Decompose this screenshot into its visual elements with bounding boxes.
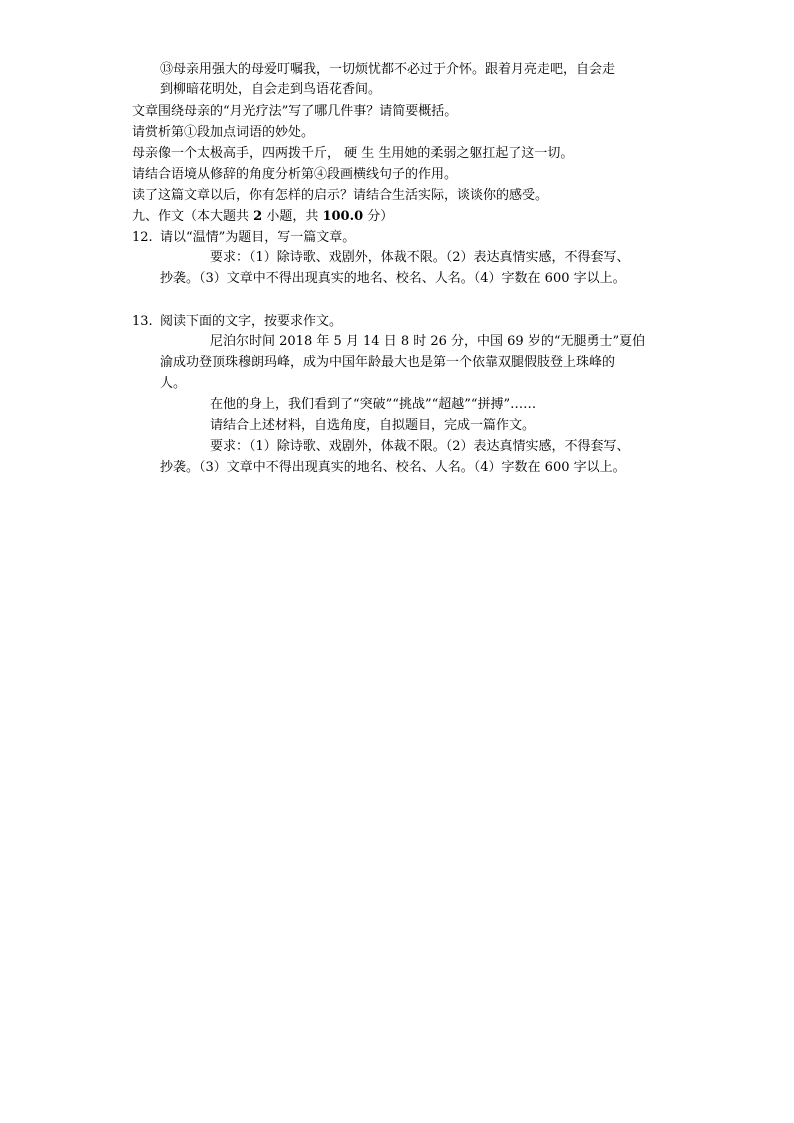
q12-requirement-line2: 抄袭。（3）文章中不得出现真实的地名、校名、人名。（4）字数在 600 字以上。	[160, 271, 626, 286]
question-5: 读了这篇文章以后，你有怎样的启示？请结合生活实际，谈谈你的感受。	[132, 188, 549, 203]
section-score: 100.0	[322, 209, 364, 224]
section-heading-prefix: 九、作文（本大题共	[132, 209, 254, 224]
q12-number: 12.	[132, 230, 153, 245]
section-heading-middle: 小题，共	[262, 209, 323, 224]
q13-material-line2: 渝成功登顶珠穆朗玛峰，成为中国年龄最大也是第一个依靠双腿假肢登上珠峰的	[160, 355, 616, 370]
question-1: 文章围绕母亲的“月光疗法”写了哪几件事？请简要概括。	[132, 104, 458, 119]
question-4: 请结合语境从修辞的角度分析第④段画横线句子的作用。	[132, 167, 458, 182]
q13-material-line3: 人。	[160, 376, 187, 391]
q13-requirement-line1: 要求：（1）除诗歌、戏剧外，体裁不限。（2）表达真情实感，不得套写、	[210, 439, 630, 454]
section-heading-suffix: 分）	[363, 209, 394, 224]
q13-number: 13.	[132, 314, 153, 329]
passage-para13-line2: 到柳暗花明处，自会走到鸟语花香间。	[160, 82, 382, 97]
section-heading	[132, 208, 393, 226]
q13-material-line4: 在他的身上，我们看到了“突破”“挑战”“超越”“拼搏”……	[210, 397, 537, 412]
q13-material-line1: 尼泊尔时间 2018 年 5 月 14 日 8 时 26 分，中国 69 岁的“无腿勇士”夏伯	[210, 334, 646, 349]
section-question-count: 2	[253, 209, 263, 224]
passage-para13-line1: ⑬母亲用强大的母爱叮嘱我，一切烦忧都不必过于介怀。跟着月亮走吧，自会走	[160, 62, 616, 77]
question-3: 母亲像一个太极高手，四两拨千斤， 硬 生 生用她的柔弱之躯扛起了这一切。	[132, 146, 574, 161]
question-2: 请赏析第①段加点词语的妙处。	[132, 125, 315, 140]
q12-requirement-line1: 要求：（1）除诗歌、戏剧外，体裁不限。（2）表达真情实感，不得套写、	[210, 250, 630, 265]
q13-prompt: 阅读下面的文字，按要求作文。	[160, 314, 343, 329]
q13-requirement-line2: 抄袭。（3）文章中不得出现真实的地名、校名、人名。（4）字数在 600 字以上。	[160, 460, 626, 475]
q13-instruction: 请结合上述材料，自选角度，自拟题目，完成一篇作文。	[210, 418, 536, 433]
q12-prompt: 请以“温情”为题目，写一篇文章。	[160, 230, 356, 245]
